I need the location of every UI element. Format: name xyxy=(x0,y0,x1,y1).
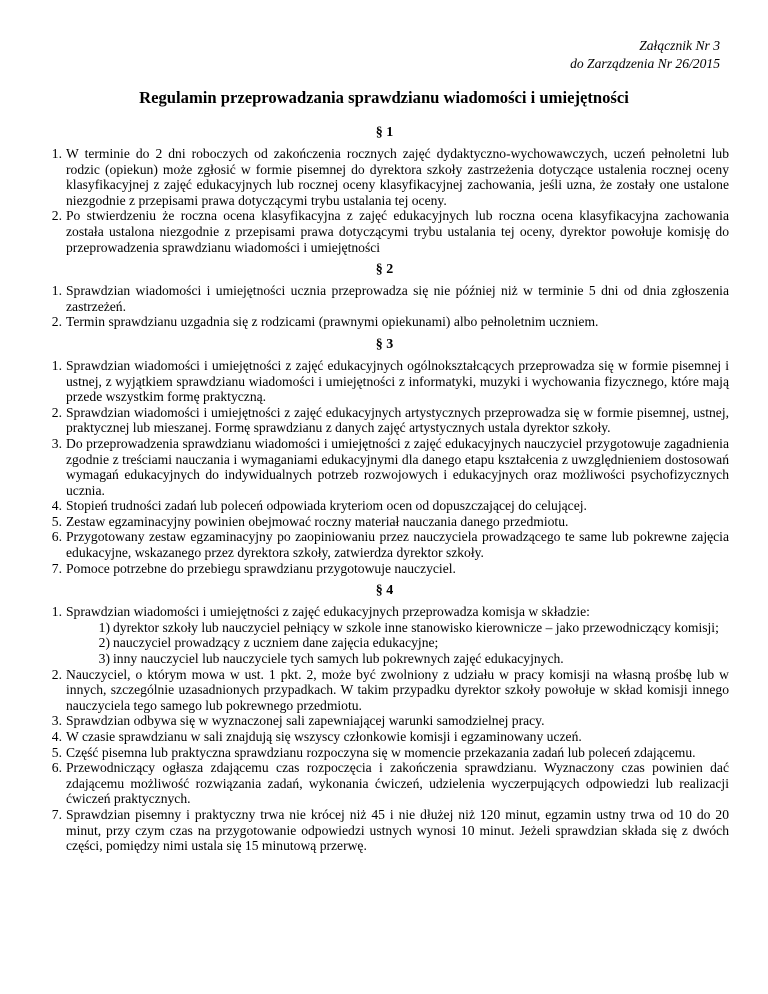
list-item xyxy=(40,713,729,729)
document-body xyxy=(40,125,729,854)
list-item xyxy=(40,405,729,436)
item-text: Sprawdzian pisemny i praktyczny trwa nie krócej niż 45 i nie dłużej niż 120 minut, egzamin ustny trwa od 10 do 20 minut, przy czym czas na przygotowanie odpowiedzi ustnych wynosi 10 minut. Jeżeli sprawdzian składa się z dwóch części, pomiędzy nimi ustala się 15 minutową przerwę. xyxy=(66,806,729,854)
item-text: Sprawdzian wiadomości i umiejętności z zajęć edukacyjnych artystycznych przeprowadza się w formie pisemnej, ustnej, praktycznej lub mieszanej. Formę sprawdzianu z danych zajęć artystycznych ustala dyrektor szkoły. xyxy=(66,404,729,436)
document-title: Regulamin przeprowadzania sprawdzianu wiadomości i umiejętności xyxy=(139,88,629,107)
list-item xyxy=(40,358,729,405)
item-number: 7. xyxy=(51,806,62,822)
item-number: 3. xyxy=(51,435,62,451)
item-text: Sprawdzian wiadomości i umiejętności ucznia przeprowadza się nie później niż w terminie 5 dni od dnia zgłoszenia zastrzeżeń. xyxy=(66,283,729,314)
sub-list-item xyxy=(66,635,729,651)
sub-item-text: dyrektor szkoły lub nauczyciel pełniący w szkole inne stanowisko kierownicze – jako przewodniczący komisji; xyxy=(113,619,719,635)
item-text: Sprawdzian wiadomości i umiejętności z zajęć edukacyjnych przeprowadza komisja w składzie: xyxy=(66,604,590,620)
section-heading: § 1 xyxy=(375,125,394,140)
list-item xyxy=(40,745,729,761)
list-item xyxy=(40,807,729,854)
item-text: Sprawdzian wiadomości i umiejętności z zajęć edukacyjnych ogólnokształcących przeprowadza się w formie pisemnej i ustnej, z wyjątkiem sprawdzianu wiadomości i umiejętności z informatyki, muzyki i wychowania fizycznego, które mają przede wszystkim formę praktyczną. xyxy=(66,357,729,405)
list-item xyxy=(40,561,729,577)
section-heading: § 2 xyxy=(375,262,394,278)
list-item xyxy=(40,760,729,807)
item-number: 3. xyxy=(51,713,62,729)
item-number: 4. xyxy=(51,729,62,744)
item-number: 5. xyxy=(51,513,62,529)
item-text: Część pisemna lub praktyczna sprawdzianu rozpoczyna się w momencie przekazania zadań lub poleceń zdającemu. xyxy=(66,744,696,760)
item-number: 4. xyxy=(51,498,62,514)
sub-list xyxy=(66,620,729,667)
sub-item-text: inny nauczyciel lub nauczyciele tych samych lub pokrewnych zajęć edukacyjnych. xyxy=(113,651,564,667)
item-number: 6. xyxy=(51,529,62,545)
item-text: W terminie do 2 dni roboczych od zakończenia rocznych zajęć dydaktyczno-wychowawczych, uczeń pełnoletni lub rodzic (opiekun) może zgłosić w formie pisemnej do dyrektora szkoły zastrzeżenia dotyczące ustalenia rocznej oceny klasyfikacyjnej z zajęć edukacyjnych lub rocznej oceny klasyfikacyjnej zachowania, jeśli uzna, że zostały one ustalone niezgodnie z przepisami prawa dotyczącymi trybu ustalania tej oceny. xyxy=(66,146,729,208)
item-text: Nauczyciel, o którym mowa w ust. 1 pkt. 2, może być zwolniony z udziału w pracy komisji na własną prośbę lub w innych, szczególnie uzasadnionych przypadkach. W takim przypadku dyrektor szkoły powołuje w skład komisji innego nauczyciela tego samego lub pokrewnego przedmiotu. xyxy=(66,666,729,713)
list-item xyxy=(40,498,729,514)
list-item xyxy=(40,436,729,498)
item-text: Sprawdzian odbywa się w wyznaczonej sali zapewniającej warunki samodzielnej pracy. xyxy=(66,713,545,729)
item-text: Zestaw egzaminacyjny powinien obejmować roczny materiał nauczania danego przedmiotu. xyxy=(66,513,569,529)
item-text: Przygotowany zestaw egzaminacyjny po zaopiniowaniu przez nauczyciela prowadzącego te same lub pokrewne zajęcia edukacyjne, wskazanego przez dyrektora szkoły, zatwierdza dyrektor szkoły. xyxy=(66,529,729,561)
item-number: 2. xyxy=(51,404,62,420)
sub-item-number: 2) xyxy=(98,635,110,651)
list-item xyxy=(40,514,729,530)
sub-list-item xyxy=(66,651,729,667)
section-list xyxy=(40,604,729,854)
section-heading: § 4 xyxy=(375,583,394,599)
item-number: 1. xyxy=(51,146,62,161)
section-list xyxy=(40,146,729,255)
annex-line-2: do Zarządzenia Nr 26/2015 xyxy=(570,56,720,71)
list-item xyxy=(40,729,729,745)
item-number: 2. xyxy=(51,314,62,330)
item-text: Stopień trudności zadań lub poleceń odpowiada kryteriom ocen od dopuszczającej do celującej. xyxy=(66,498,587,514)
sub-item-number: 1) xyxy=(98,619,110,635)
list-item xyxy=(40,314,729,330)
item-text: Pomoce potrzebne do przebiegu sprawdzianu przygotowuje nauczyciel. xyxy=(66,560,456,576)
list-item xyxy=(40,208,729,255)
item-number: 1. xyxy=(51,283,62,299)
list-item xyxy=(40,146,729,208)
item-text: Po stwierdzeniu że roczna ocena klasyfikacyjna z zajęć edukacyjnych lub roczna ocena klasyfikacyjna zachowania została ustalona niezgodnie z przepisami prawa dotyczącymi trybu ustalania tej oceny, dyrektor powołuje komisję do przeprowadzenia sprawdzianu wiadomości i umiejętności xyxy=(66,208,729,255)
section-list xyxy=(40,358,729,576)
list-item xyxy=(40,529,729,560)
item-number: 1. xyxy=(51,357,62,373)
annex-note xyxy=(570,37,720,73)
item-text: Przewodniczący ogłasza zdającemu czas rozpoczęcia i zakończenia sprawdzianu. Wyznaczony czas powinien dać zdającemu możliwość rozwiązania zadań, wykonania ćwiczeń, udzielenia wyczerpujących odpowiedzi lub realizacji ćwiczeń praktycznych. xyxy=(66,760,729,807)
item-number: 7. xyxy=(51,560,62,576)
section-heading: § 3 xyxy=(375,336,394,352)
item-number: 5. xyxy=(51,744,62,760)
item-number: 1. xyxy=(51,604,62,620)
list-item xyxy=(40,283,729,314)
annex-line-1: Załącznik Nr 3 xyxy=(639,38,720,53)
sub-list-item xyxy=(66,620,729,636)
item-text: Do przeprowadzenia sprawdzianu wiadomości i umiejętności z zajęć edukacyjnych nauczyciel przygotowuje zagadnienia zgodnie z treściami nauczania i wymaganiami edukacyjnymi dla danego etapu kształcenia z uwzględnieniem dostosowań wymagań edukacyjnych do indywidualnych potrzeb rozwojowych i edukacyjnych oraz możliwości psychofizycznych ucznia. xyxy=(66,435,729,498)
item-number: 6. xyxy=(51,760,62,776)
sub-item-number: 3) xyxy=(98,651,110,667)
item-number: 2. xyxy=(51,666,62,682)
item-text: Termin sprawdzianu uzgadnia się z rodzicami (prawnymi opiekunami) albo pełnoletnim uczniem. xyxy=(66,314,599,330)
sub-item-text: nauczyciel prowadzący z uczniem dane zajęcia edukacyjne; xyxy=(113,635,439,651)
item-number: 2. xyxy=(51,208,62,224)
item-text: W czasie sprawdzianu w sali znajdują się wszyscy członkowie komisji i egzaminowany uczeń. xyxy=(66,729,582,744)
section-list xyxy=(40,283,729,330)
list-item xyxy=(40,604,729,666)
list-item xyxy=(40,667,729,714)
